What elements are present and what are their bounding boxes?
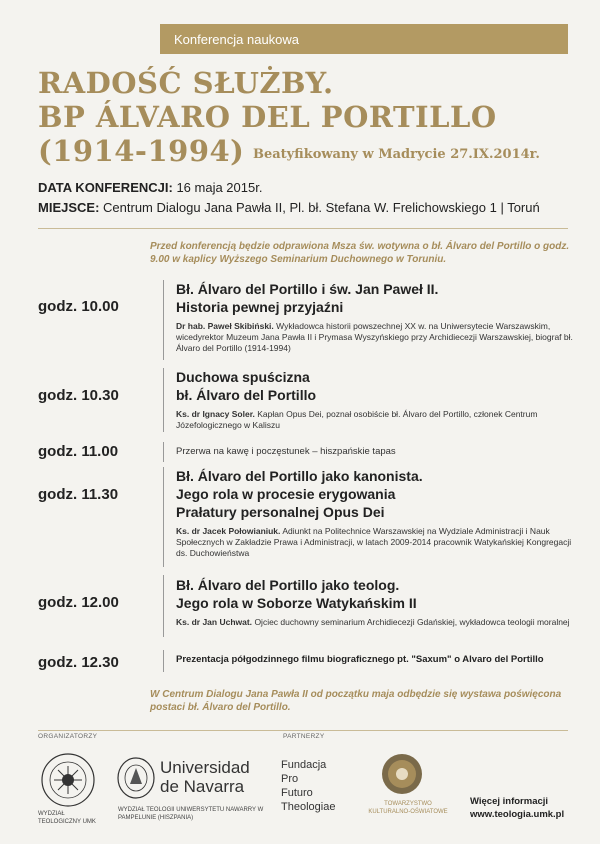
schedule-item: [176, 446, 576, 458]
speaker-name: Ks. dr Ignacy Soler.: [176, 409, 255, 419]
title-line-3: (1914-1994): [38, 134, 245, 168]
date-label: DATA KONFERENCJI:: [38, 180, 173, 195]
exhibition-note: W Centrum Dialogu Jana Pawła II od początku maja odbędzie się wystawa poświęcona postaci bł. Álvaro del Portillo.: [150, 689, 562, 713]
schedule-hour: godz. 11.30: [38, 486, 119, 503]
fund-line: Theologiae: [281, 801, 336, 813]
schedule-hour: godz. 11.00: [38, 443, 119, 460]
talk-title: Historia pewnej przyjaźni: [176, 299, 344, 315]
umk-seal-icon: [40, 752, 96, 813]
talk-title: Duchowa spuścizna: [176, 369, 310, 385]
speaker-name: Ks. dr Jacek Połowianiuk.: [176, 526, 281, 536]
talk-title: Prałatury personalnej Opus Dei: [176, 504, 385, 520]
speaker-name: Dr hab. Paweł Skibiński.: [176, 321, 274, 331]
banner-label: Konferencja naukowa: [174, 31, 300, 47]
schedule-hour: godz. 12.00: [38, 594, 119, 611]
umk-caption: WYDZIAŁ TEOLOGICZNY UMK: [38, 811, 96, 825]
speaker-bio: Adiunkt na Politechnice Warszawskiej na Wydziale Administracji i Nauk Społecznych w Zakładzie Prawa i Administracji, w latach 2009-2014 pracownik Watykańskiej Kongregacji ds. Duchowieństwa: [176, 526, 572, 558]
talk-title: Bł. Álvaro del Portillo jako kanonista.: [176, 468, 423, 484]
talk-speaker-desc: [176, 526, 576, 559]
divider: [38, 228, 568, 229]
tko-caption: TOWARZYSTWO KULTURALNO-OŚWIATOWE: [368, 801, 448, 815]
conference-date: [38, 180, 262, 195]
talk-title: Jego rola w Soborze Watykańskim II: [176, 595, 417, 611]
talk-speaker-desc: [176, 617, 576, 628]
footer-divider: [38, 730, 568, 731]
conference-place: [38, 200, 540, 215]
speaker-bio: Kapłan Opus Dei, poznał osobiście bł. Álvaro del Portillo, członek Centrum Józefologicznego w Kaliszu: [176, 409, 538, 430]
navarra-line-2: de Navarra: [160, 777, 245, 796]
schedule-item: [176, 280, 576, 354]
talk-title: Bł. Álvaro del Portillo jako teolog.: [176, 577, 400, 593]
partners-label: PARTNERZY: [283, 733, 325, 740]
break-text: Przerwa na kawę i poczęstunek – hiszpańskie tapas: [176, 446, 396, 457]
place-label: MIEJSCE:: [38, 200, 100, 215]
schedule-hour: godz. 12.30: [38, 654, 119, 671]
fund-line: Pro: [281, 773, 299, 785]
schedule-item: [176, 467, 576, 559]
fund-line: Fundacja: [281, 759, 327, 771]
schedule-divider: [163, 442, 164, 462]
schedule-divider: [163, 368, 164, 432]
schedule-item: [176, 654, 576, 666]
beatification-subtitle: Beatyfikowany w Madrycie 27.IX.2014r.: [253, 147, 540, 162]
speaker-bio: Wykładowca historii powszechnej XX w. na Uniwersytecie Warszawskim, wicedyrektor Muzeum Jana Pawła II i Prymasa Wyszyńskiego przy Archidiecezji Warszawskiej, biograf bł. Álvaro del Portillo (1914-1994): [176, 321, 573, 353]
talk-title: Bł. Álvaro del Portillo i św. Jan Paweł II.: [176, 281, 439, 297]
talk-speaker-desc: [176, 409, 576, 431]
navarra-caption: WYDZIAŁ TEOLOGII UNIWERSYTETU NAWARRY W PAMPELUNIE (HISZPANIA): [118, 807, 264, 821]
more-info: [470, 795, 564, 821]
tko-logo-icon: [380, 752, 424, 801]
schedule-divider: [163, 467, 164, 567]
fundacja-logo: [281, 758, 335, 814]
mass-note: Przed konferencją będzie odprawiona Msza św. wotywna o bł. Álvaro del Portillo o godz. 9.00 w kaplicy Wyższego Seminarium Duchownego w Toruniu.: [150, 241, 570, 265]
more-info-url[interactable]: www.teologia.umk.pl: [470, 809, 565, 820]
schedule-hour: godz. 10.30: [38, 387, 119, 404]
title-line-2: BP ÁLVARO DEL PORTILLO: [38, 100, 497, 134]
schedule-divider: [163, 280, 164, 360]
fund-line: Futuro: [281, 787, 313, 799]
schedule-divider: [163, 650, 164, 672]
talk-title: bł. Álvaro del Portillo: [176, 387, 317, 403]
navarra-line-1: Universidad: [160, 758, 250, 777]
schedule-item: [176, 576, 576, 628]
organizers-label: ORGANIZATORZY: [38, 733, 98, 740]
title-line-1: RADOŚĆ SŁUŻBY.: [38, 66, 334, 100]
talk-speaker-desc: [176, 321, 576, 354]
talk-title: Jego rola w procesie erygowania: [176, 486, 396, 502]
more-info-label: Więcej informacji: [470, 796, 549, 807]
speaker-name: Ks. dr Jan Uchwat.: [176, 617, 253, 627]
film-text: Prezentacja półgodzinnego filmu biograficznego pt. "Saxum" o Alvaro del Portillo: [176, 654, 544, 665]
schedule-divider: [163, 575, 164, 637]
date-value: 16 maja 2015r.: [176, 180, 263, 195]
place-value: Centrum Dialogu Jana Pawła II, Pl. bł. Stefana W. Frelichowskiego 1 | Toruń: [103, 200, 540, 215]
navarra-name: [160, 758, 250, 796]
schedule-item: [176, 368, 576, 431]
conference-type-banner: [160, 24, 568, 54]
navarra-seal-icon: [116, 756, 156, 805]
schedule-hour: godz. 10.00: [38, 298, 119, 315]
speaker-bio: Ojciec duchowny seminarium Archidiecezji Gdańskiej, wykładowca teologii moralnej: [254, 617, 570, 627]
